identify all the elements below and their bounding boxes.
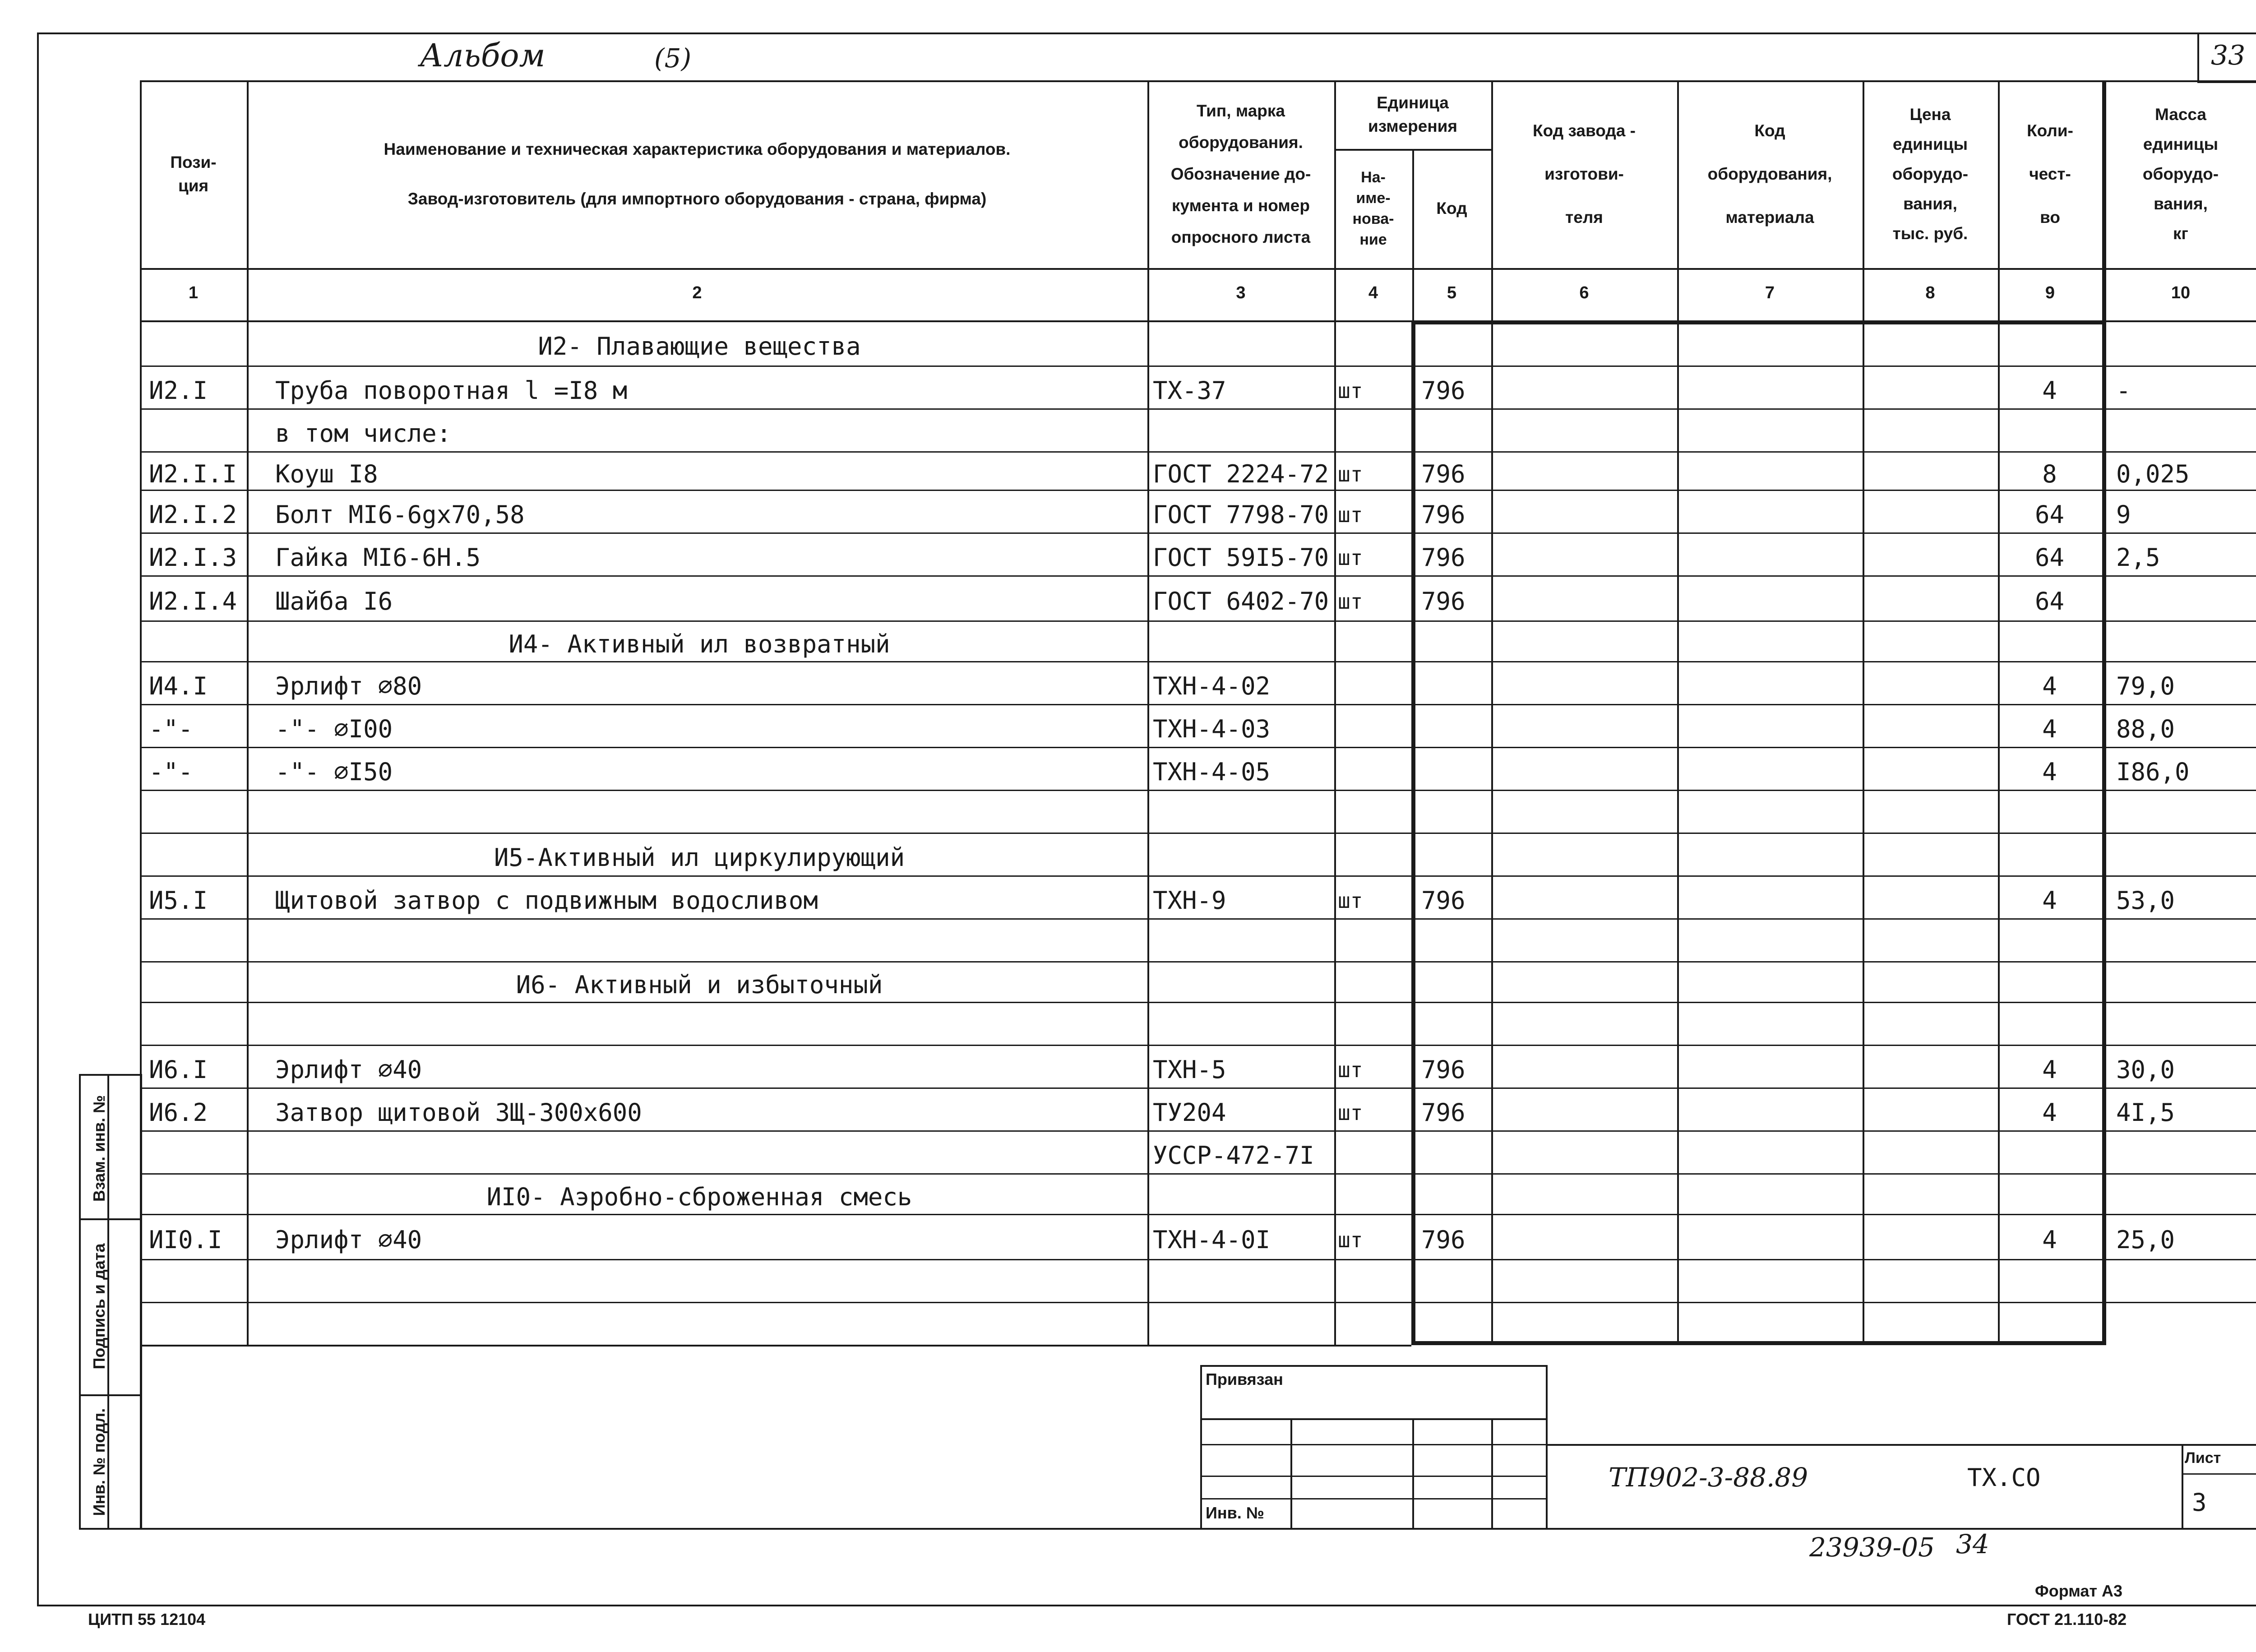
cell-qty: 64 xyxy=(2034,543,2065,572)
header-col4-line2: име- xyxy=(1356,190,1391,207)
cell-qty: 4 xyxy=(2042,886,2057,915)
cell-pos: И2.I.3 xyxy=(149,543,237,572)
privyazan-line xyxy=(1200,1476,1548,1477)
cell-unit: шт xyxy=(1338,546,1363,570)
col-line xyxy=(247,80,249,1345)
row-line xyxy=(140,1002,2256,1003)
header-col45-line1: Единица xyxy=(1377,93,1449,112)
cell-type: ТУ204 xyxy=(1153,1098,1226,1127)
col-line xyxy=(1863,80,1864,1345)
header-col3-line5: опросного листа xyxy=(1171,228,1311,246)
cell-pos: -"- xyxy=(149,715,193,743)
gost-label: ГОСТ 21.110-82 xyxy=(2007,1610,2127,1629)
row-line xyxy=(140,366,2256,367)
cell-type: УССР-472-7I xyxy=(1153,1141,1314,1170)
cell-qty: 4 xyxy=(2042,1055,2057,1084)
side-inv-podl: Инв. № подл. xyxy=(90,1408,108,1516)
row-line xyxy=(140,1087,2256,1089)
cell-unit: шт xyxy=(1338,462,1363,486)
row-line xyxy=(140,451,2256,453)
cell-qty: 64 xyxy=(2034,587,2065,615)
cell-type: ТХН-9 xyxy=(1153,886,1226,915)
cell-mass: 88,0 xyxy=(2116,715,2175,743)
row-line xyxy=(140,575,2256,577)
col-line-thick xyxy=(2102,80,2106,1345)
header-col10-line4: вания, xyxy=(2154,194,2208,213)
row-line xyxy=(140,875,2256,877)
cell-code: 796 xyxy=(1421,543,1465,572)
col-number-4: 4 xyxy=(1368,283,1378,302)
table-body-bottom-left xyxy=(140,1345,1411,1347)
header-col9-line2: чест- xyxy=(2029,165,2071,183)
cell-type: ГОСТ 7798-70 xyxy=(1153,500,1329,529)
cell-pos: И2.I.I xyxy=(149,460,237,488)
sheet-number: 3 xyxy=(2192,1488,2207,1517)
archive-page: 34 xyxy=(1956,1529,1989,1559)
cell-pos: И5.I xyxy=(149,886,208,915)
cell-pos: И6.I xyxy=(149,1055,208,1084)
cell-qty: 4 xyxy=(2042,1098,2057,1127)
cell-pos: И2.I.2 xyxy=(149,500,237,529)
col-number-5: 5 xyxy=(1447,283,1457,302)
cell-name: Эрлифт ∅80 xyxy=(275,672,422,700)
cell-name: Гайка МI6-6Н.5 xyxy=(275,543,481,572)
row-line xyxy=(140,704,2256,705)
header-col8 xyxy=(1863,80,1998,268)
cell-name: Труба поворотная l =I8 м xyxy=(275,376,628,405)
row-line xyxy=(140,833,2256,834)
header-col7 xyxy=(1677,80,1863,268)
cell-unit: шт xyxy=(1338,589,1363,614)
cell-name: И6- Активный и избыточный xyxy=(516,971,883,999)
cell-type: ТХН-4-05 xyxy=(1153,758,1271,786)
header-col4-line1: На- xyxy=(1361,169,1386,186)
header-col10-line3: оборудо- xyxy=(2142,165,2219,183)
doc-code-top-line xyxy=(1548,1444,2256,1446)
privyazan-line xyxy=(1200,1418,1548,1420)
header-col1-line2: ция xyxy=(178,176,209,195)
cell-qty: 4 xyxy=(2042,1226,2057,1254)
album-number: (5) xyxy=(654,43,692,74)
sheet-col-line xyxy=(2182,1444,2183,1530)
cell-pos: ИI0.I xyxy=(149,1226,222,1254)
cell-code: 796 xyxy=(1421,460,1465,488)
header-col10-line1: Масса xyxy=(2154,105,2207,124)
privyazan-col xyxy=(1412,1418,1414,1530)
header-col8-line2: единицы xyxy=(1892,135,1968,153)
header-col3-line4: кумента и номер xyxy=(1172,196,1310,215)
row-line xyxy=(140,532,2256,534)
cell-pos: И2.I.4 xyxy=(149,587,237,615)
col-number-8: 8 xyxy=(1925,283,1935,302)
header-col4-line4: ние xyxy=(1359,231,1387,248)
cell-name: Шайба I6 xyxy=(275,587,393,615)
header-col6 xyxy=(1491,80,1677,268)
header-col5-text: Код xyxy=(1436,199,1467,217)
row-line xyxy=(140,790,2256,791)
header-col2 xyxy=(247,80,1147,268)
cell-mass: - xyxy=(2116,376,2131,405)
cell-unit: шт xyxy=(1338,1058,1363,1082)
header-col3-line3: Обозначение до- xyxy=(1170,165,1311,183)
cell-code: 796 xyxy=(1421,1098,1465,1127)
header-col6-line3: теля xyxy=(1565,208,1603,227)
col-number-1: 1 xyxy=(188,283,199,302)
album-label: Альбом xyxy=(420,37,546,74)
header-col8-line1: Цена xyxy=(1909,105,1951,124)
header-col8-line3: оборудо- xyxy=(1892,165,1969,183)
cell-mass: 0,025 xyxy=(2116,460,2190,488)
cell-name: И2- Плавающие вещества xyxy=(538,332,861,361)
sheet-label-line xyxy=(2182,1473,2256,1475)
cell-name: Коуш I8 xyxy=(275,460,378,488)
header-col9 xyxy=(1998,80,2102,268)
doc-code: ТП902-3-88.89 xyxy=(1609,1462,1808,1493)
doc-mark: ТХ.СО xyxy=(1967,1463,2041,1492)
side-podpis: Подпись и дата xyxy=(90,1243,108,1370)
cell-name: И4- Активный ил возвратный xyxy=(509,630,890,658)
cell-mass: 4I,5 xyxy=(2116,1098,2175,1127)
cell-qty: 4 xyxy=(2042,672,2057,700)
format-label: Формат А3 xyxy=(2035,1582,2123,1600)
row-line xyxy=(140,1130,2256,1132)
header-col45 xyxy=(1334,80,1491,149)
privyazan-line xyxy=(1200,1444,1548,1445)
header-col5 xyxy=(1412,149,1491,268)
cell-qty: 4 xyxy=(2042,758,2057,786)
cell-type: ТХН-4-0I xyxy=(1153,1226,1271,1254)
row-line xyxy=(140,918,2256,920)
header-col4 xyxy=(1334,149,1412,268)
header-col3-line2: оборудования. xyxy=(1179,133,1303,152)
header-col10-line2: единицы xyxy=(2143,135,2219,153)
cell-qty: 4 xyxy=(2042,715,2057,743)
cell-qty: 64 xyxy=(2034,500,2065,529)
citp-label: ЦИТП 55 12104 xyxy=(88,1610,206,1629)
header-col2-line2: Завод-изготовитель (для импортного оборудования - страна, фирма) xyxy=(407,190,987,208)
cell-unit: шт xyxy=(1338,888,1363,913)
cell-name: И5-Активный ил циркулирующий xyxy=(494,843,905,872)
header-col3 xyxy=(1147,80,1334,268)
cell-name: -"- ∅I50 xyxy=(275,758,393,786)
cell-name: в том числе: xyxy=(275,419,452,448)
cell-mass: 30,0 xyxy=(2116,1055,2175,1084)
header-col7-line1: Код xyxy=(1754,121,1785,140)
cell-name: Болт МI6-6gх70,58 xyxy=(275,500,525,529)
row-line xyxy=(140,490,2256,491)
cell-type: ТХ-37 xyxy=(1153,376,1226,405)
header-col1-line1: Пози- xyxy=(170,153,217,171)
cell-code: 796 xyxy=(1421,1226,1465,1254)
cell-type: ГОСТ 6402-70 xyxy=(1153,587,1329,615)
cell-qty: 4 xyxy=(2042,376,2057,405)
cell-name: Затвор щитовой ЗЩ-300х600 xyxy=(275,1098,642,1127)
cell-type: ТХН-4-03 xyxy=(1153,715,1271,743)
cell-name: Щитовой затвор с подвижным водосливом xyxy=(275,886,818,915)
cell-name: Эрлифт ∅40 xyxy=(275,1055,422,1084)
col-number-7: 7 xyxy=(1765,283,1775,302)
cell-code: 796 xyxy=(1421,376,1465,405)
side-vzam: Взам. инв. № xyxy=(90,1095,108,1202)
header-col45-line2: измерения xyxy=(1368,117,1458,135)
header-col2-line1: Наименование и техническая характеристика оборудования и материалов. xyxy=(384,140,1011,158)
row-line xyxy=(140,1173,2256,1175)
row-line xyxy=(140,961,2256,963)
cell-name: -"- ∅I00 xyxy=(275,715,393,743)
col-line xyxy=(1677,80,1679,1345)
cell-mass: I86,0 xyxy=(2116,758,2190,786)
col-number-2: 2 xyxy=(692,283,702,302)
cell-unit: шт xyxy=(1338,1101,1363,1125)
cell-mass: 25,0 xyxy=(2116,1226,2175,1254)
row-line xyxy=(140,620,2256,622)
cell-code: 796 xyxy=(1421,500,1465,529)
privyazan-label: Привязан xyxy=(1206,1370,1283,1388)
header-col7-line3: материала xyxy=(1725,208,1814,227)
cell-pos: И4.I xyxy=(149,672,208,700)
col-line xyxy=(1334,80,1336,1345)
code-block-top xyxy=(1411,320,2106,324)
cell-type: ТХН-5 xyxy=(1153,1055,1226,1084)
row-line xyxy=(140,661,2256,662)
cell-mass: 53,0 xyxy=(2116,886,2175,915)
header-col6-line1: Код завода - xyxy=(1533,121,1636,140)
col-number-9: 9 xyxy=(2045,283,2055,302)
page-number: 33 xyxy=(2211,40,2246,71)
cell-pos: И6.2 xyxy=(149,1098,208,1127)
header-col10 xyxy=(2102,80,2256,268)
cell-unit: шт xyxy=(1338,379,1363,403)
cell-qty: 8 xyxy=(2042,460,2057,488)
cell-type: ТХН-4-02 xyxy=(1153,672,1271,700)
cell-code: 796 xyxy=(1421,587,1465,615)
col-line xyxy=(1147,80,1149,1345)
header-col1 xyxy=(140,80,247,268)
row-line xyxy=(140,1214,2256,1215)
row-line xyxy=(140,747,2256,748)
cell-pos: -"- xyxy=(149,758,193,786)
header-col10-line5: кг xyxy=(2173,224,2188,243)
header-col4-line3: нова- xyxy=(1352,210,1394,227)
cell-name: Эрлифт ∅40 xyxy=(275,1226,422,1254)
header-col3-line1: Тип, марка xyxy=(1196,102,1285,120)
col-number-3: 3 xyxy=(1236,283,1246,302)
privyazan-col xyxy=(1290,1418,1292,1530)
cell-code: 796 xyxy=(1421,1055,1465,1084)
header-col9-line1: Коли- xyxy=(2027,121,2073,140)
col-number-10: 10 xyxy=(2171,283,2191,302)
sheet-label: Лист xyxy=(2185,1449,2221,1467)
inv-no-label: Инв. № xyxy=(1206,1504,1264,1522)
col-number-6: 6 xyxy=(1579,283,1589,302)
row-line xyxy=(140,1045,2256,1046)
cell-type: ГОСТ 59I5-70 xyxy=(1153,543,1329,572)
header-col6-line2: изготови- xyxy=(1544,165,1624,183)
archive-number: 23939-05 xyxy=(1809,1532,1935,1563)
cell-code: 796 xyxy=(1421,886,1465,915)
privyazan-col xyxy=(1491,1418,1493,1530)
col-line xyxy=(1491,80,1493,1345)
header-col8-line5: тыс. руб. xyxy=(1892,224,1968,243)
cell-mass: 2,5 xyxy=(2116,543,2160,572)
cell-unit: шт xyxy=(1338,503,1363,527)
col-line xyxy=(1998,80,2000,1345)
row-line xyxy=(140,408,2256,410)
privyazan-line xyxy=(1200,1498,1548,1499)
header-line xyxy=(140,268,2256,270)
row-line xyxy=(140,1259,2256,1260)
cell-mass: 79,0 xyxy=(2116,672,2175,700)
cell-pos: И2.I xyxy=(149,376,208,405)
row-line xyxy=(140,1302,2256,1303)
cell-type: ГОСТ 2224-72 xyxy=(1153,460,1329,488)
header-col7-line2: оборудования, xyxy=(1707,165,1832,183)
header-col8-line4: вания, xyxy=(1903,194,1957,213)
table-body-bottom xyxy=(1411,1341,2106,1345)
cell-name: ИI0- Аэробно-сброженная смесь xyxy=(486,1183,912,1211)
cell-unit: шт xyxy=(1338,1228,1363,1252)
cell-mass: 9 xyxy=(2116,500,2131,529)
header-col9-line3: во xyxy=(2040,208,2060,227)
